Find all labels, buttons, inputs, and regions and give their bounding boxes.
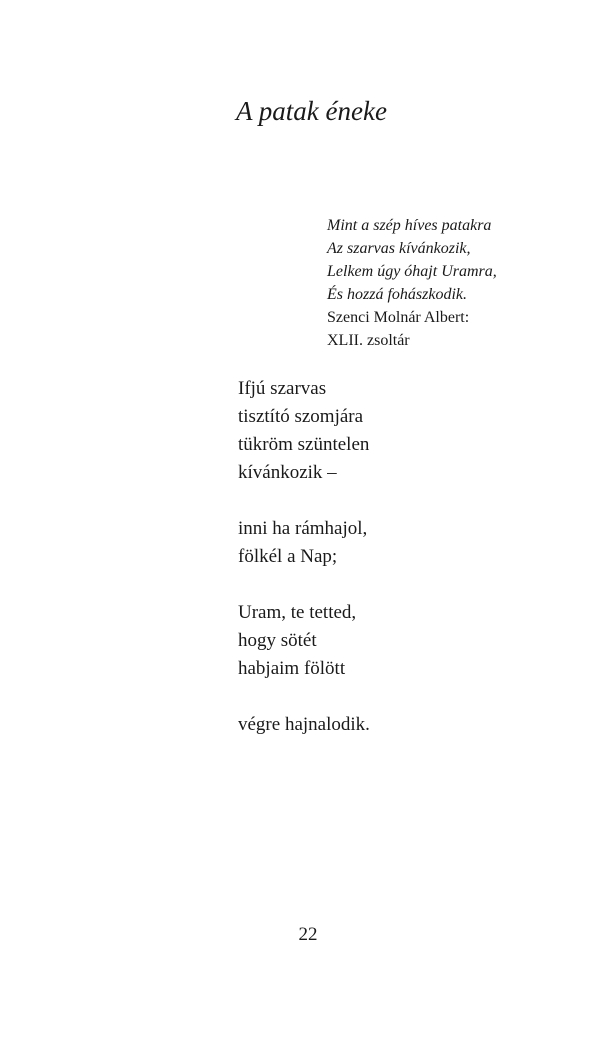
poem-line: tisztító szomjára: [238, 406, 364, 427]
poem-line: Ifjú szarvas: [238, 378, 327, 399]
page-number: 22: [298, 924, 318, 945]
poem-title: A patak éneke: [236, 96, 387, 126]
epigraph-attribution-author: Szenci Molnár Albert:: [327, 309, 470, 326]
poem-line: habjaim fölött: [238, 658, 346, 679]
poem-line: Uram, te tetted,: [238, 602, 357, 623]
poem-line: tükröm szüntelen: [238, 434, 370, 455]
epigraph-quote-line: Mint a szép híves patakra: [327, 217, 492, 234]
poem-body: [238, 375, 370, 767]
epigraph-quote-line: Lelkem úgy óhajt Uramra,: [327, 263, 497, 280]
poem-line: kívánkozik –: [238, 462, 337, 483]
poem-line: végre hajnalodik.: [238, 714, 370, 735]
epigraph: [327, 214, 497, 352]
stanza-2: [238, 515, 370, 571]
epigraph-quote-line: Az szarvas kívánkozik,: [327, 240, 471, 257]
epigraph-attribution-source: XLII. zsoltár: [327, 332, 410, 349]
poem-line: inni ha rámhajol,: [238, 518, 368, 539]
poem-line: fölkél a Nap;: [238, 546, 338, 567]
stanza-1: [238, 375, 370, 487]
poem-line: hogy sötét: [238, 630, 317, 651]
epigraph-quote-line: És hozzá fohászkodik.: [327, 286, 467, 303]
stanza-4: [238, 711, 370, 739]
stanza-3: [238, 599, 370, 683]
